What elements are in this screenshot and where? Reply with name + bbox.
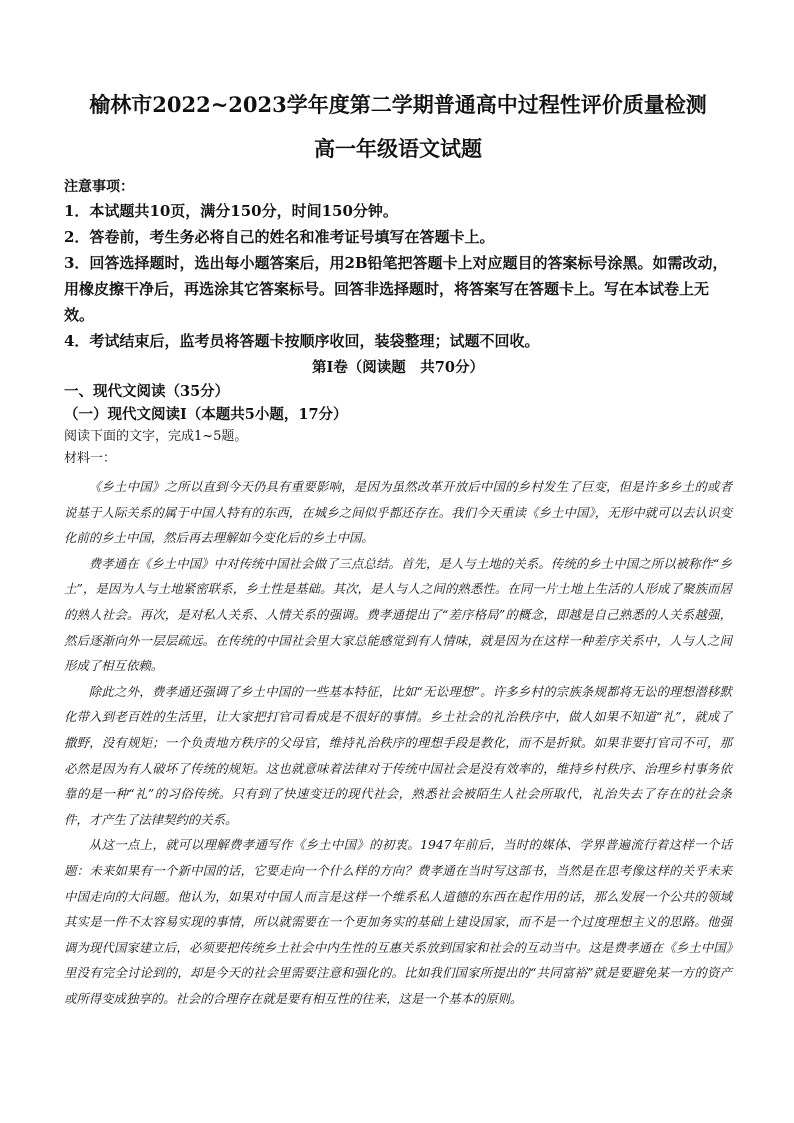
exam-title: 榆林市2022~2023学年度第二学期普通高中过程性评价质量检测: [89, 92, 707, 117]
material-paragraph-2: 费孝通在《乡土中国》中对传统中国社会做了三点总结。首先，是人与土地的关系。传统的乡土中国之所以被称作“乡土”，是因为人与土地紧密联系，乡土性是基础。其次，是人与人之间的熟悉性。在同一片土地上生活的人形成了聚族而居的熟人社会。再次，是对私人关系、人情关系的强调。费孝通提出了“差序格局”的概念，即越是自己熟悉的人关系越强，然后逐渐向外一层层疏远。在传统的中国社会里大家总能感觉到有人情味，就是因为在这样一种差序关系中，人与人之间形成了相互依赖。: [64, 555, 732, 674]
material-text: [64, 474, 732, 1011]
reading-instruction: 阅读下面的文字，完成1~5题。: [64, 429, 248, 444]
notice-list: [64, 198, 732, 354]
material-paragraph-1: 《乡土中国》之所以直到今天仍具有重要影响，是因为虽然改革开放后中国的乡村发生了巨变，但是许多乡土的或者说基于人际关系的属于中国人特有的东西，在城乡之间似乎都还存在。我们今天重读《乡土中国》，无形中就可以去认识变化前的乡土中国，然后再去理解如今变化后的乡土中国。: [64, 479, 732, 546]
notice-heading: 注意事项：: [64, 179, 134, 195]
exam-subtitle: 高一年级语文试题: [314, 136, 482, 161]
section-subheading: （一）现代文阅读Ⅰ（本题共5小题，17分）: [64, 406, 348, 423]
notice-item-3: 3．回答选择题时，选出每小题答案后，用2B铅笔把答题卡上对应题目的答案标号涂黑。如需改动，用橡皮擦干净后，再选涂其它答案标号。回答非选择题时，将答案写在答题卡上。写在本试卷上无效。: [64, 254, 728, 324]
notice-item-1: 1．本试题共10页，满分150分，时间150分钟。: [64, 202, 398, 220]
section-heading: 一、现代文阅读（35分）: [64, 383, 230, 400]
volume-title: 第Ⅰ卷（阅读题 共70分）: [312, 359, 484, 376]
notice-item-2: 2．答卷前，考生务必将自己的姓名和准考证号填写在答题卡上。: [64, 228, 495, 246]
notice-item-4: 4．考试结束后，监考员将答题卡按顺序收回，装袋整理；试题不回收。: [64, 332, 540, 350]
material-paragraph-3: 除此之外，费孝通还强调了乡土中国的一些基本特征，比如“无讼理想”。许多乡村的宗族条规都将无讼的理想潜移默化带入到老百姓的生活里，让大家把打官司看成是不很好的事情。乡土社会的礼治秩序中，做人如果不知道“礼”，就成了撒野，没有规矩；一个负责地方秩序的父母官，维持礼治秩序的理想手段是教化，而不是折狱。如果非要打官司不可，那必然是因为有人破坏了传统的规矩。这也就意味着法律对于传统中国社会是没有效率的，维持乡村秩序、治理乡村事务依靠的是一种“礼”的习俗传统。只有到了快速变迁的现代社会，熟悉社会被陌生人社会所取代，礼治失去了存在的社会条件，才产生了法律契约的关系。: [64, 683, 732, 827]
material-label: 材料一：: [64, 451, 117, 466]
material-paragraph-4: 从这一点上，就可以理解费孝通写作《乡土中国》的初衷。1947年前后，当时的媒体、学界普遍流行着这样一个话题：未来如果有一个新中国的话，它要走向一个什么样的方向？费孝通在当时写这部书，当然是在思考像这样的关乎未来中国走向的大问题。他认为，如果对中国人而言是这样一个维系私人道德的东西在起作用的话，那么发展一个公共的领域其实是一件不太容易实现的事情，所以就需要在一个更加务实的基础上建设国家，而不是一个过度理想主义的思路。他强调为现代国家建立后，必须要把传统乡土社会中内生性的互惠关系放到国家和社会的互动当中。这是费孝通在《乡土中国》里没有完全讨论到的，却是今天的社会里需要注意和强化的。比如我们国家所提出的“共同富裕”就是要避免某一方的资产或所得变成独享的。社会的合理存在就是要有相互性的往来，这是一个基本的原则。: [64, 837, 732, 1006]
